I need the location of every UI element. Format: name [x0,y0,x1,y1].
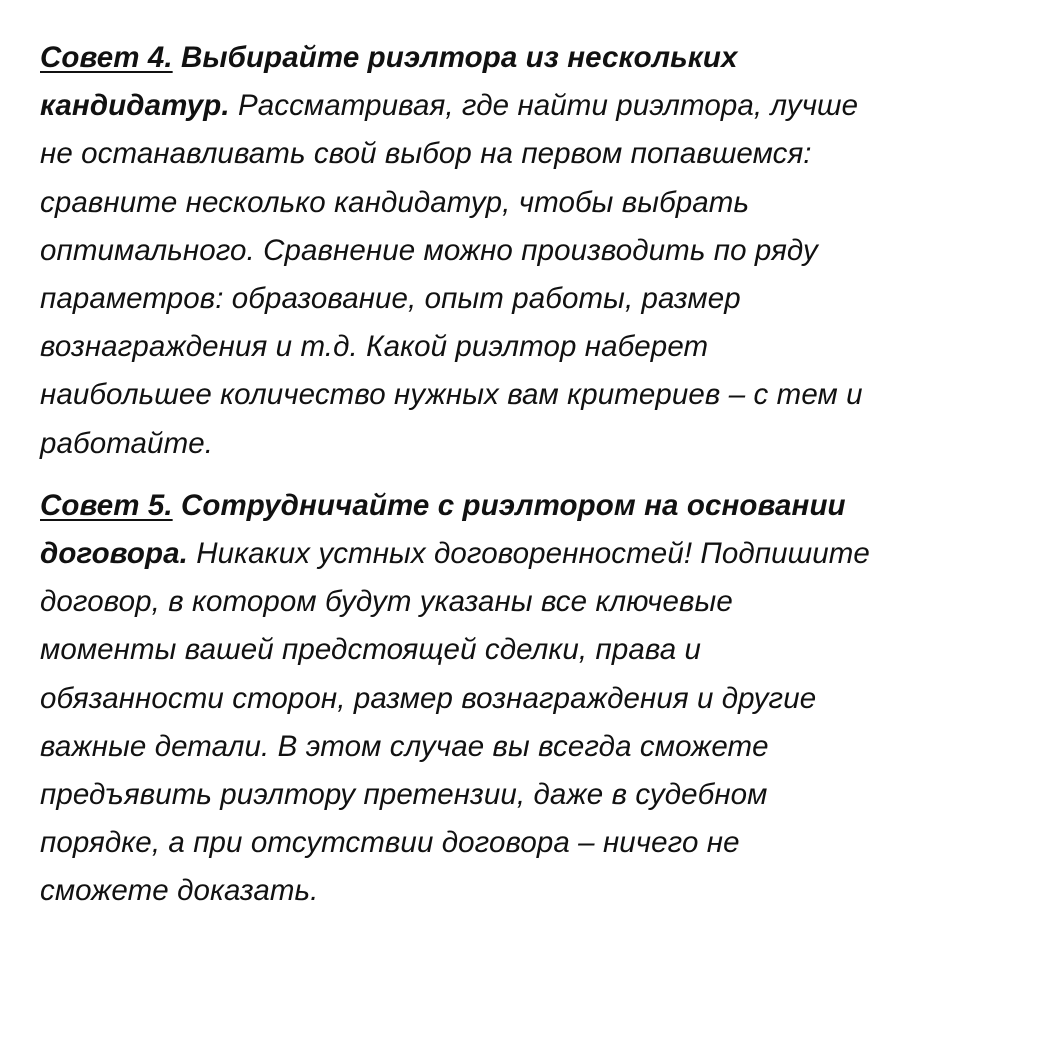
tip-heading-line [40,82,1000,130]
tip-body-line: важные детали. В этом случае вы всегда сможете [40,729,769,763]
tip-body-line: параметров: образование, опыт работы, размер [40,282,741,316]
tip-heading-line [40,482,1000,530]
tip-body-line: обязанности сторон, размер вознаграждения и другие [40,681,817,715]
tip-body-text: Рассматривая, где найти риэлтора, лучше [237,89,859,123]
tip-5 [40,482,1000,916]
tip-body-line: не останавливать свой выбор на первом попавшемся: [40,137,812,171]
tip-body-text: Никаких устных договоренностей! Подпишите [196,537,870,571]
tip-heading: договора. [40,537,188,571]
tip-body-line: сравните несколько кандидатур, чтобы выбрать [40,185,750,219]
tip-body-line: порядке, а при отсутствии договора – ничего не [40,826,740,860]
tip-body-line: сможете доказать. [40,874,319,908]
tip-body-line: наибольшее количество нужных вам критериев – с тем и [40,378,863,412]
tip-body-line: предъявить риэлтору претензии, даже в судебном [40,778,768,812]
tip-heading-line [40,34,1000,82]
tip-heading: кандидатур. [40,89,230,123]
tip-body-line: вознаграждения и т.д. Какой риэлтор наберет [40,330,709,364]
tip-heading: Выбирайте риэлтора из нескольких [180,41,738,74]
tip-body-line: работайте. [40,426,214,460]
tip-4 [40,34,1000,468]
document-page [40,34,1000,916]
tip-heading: Сотрудничайте с риэлтором на основании [180,488,846,522]
tip-label: Совет 5. [40,488,173,522]
tip-body-line: оптимального. Сравнение можно производить по ряду [40,233,818,267]
tip-body-line: договор, в котором будут указаны все ключевые [40,585,733,619]
tip-label: Совет 4. [40,41,173,74]
tip-heading-line [40,530,1000,578]
tip-body-line: моменты вашей предстоящей сделки, права и [40,633,702,667]
